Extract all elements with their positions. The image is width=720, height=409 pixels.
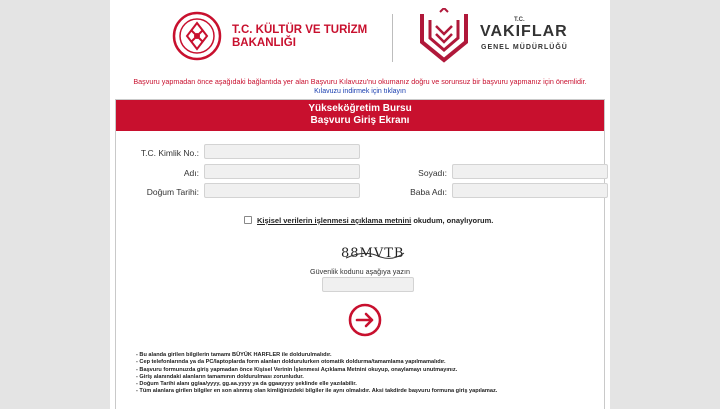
surname-input[interactable] xyxy=(452,164,608,179)
name-input[interactable] xyxy=(204,164,360,179)
application-form xyxy=(115,99,605,409)
consent-checkbox[interactable] xyxy=(244,216,252,224)
ministry-name: T.C. KÜLTÜR VE TURİZM BAKANLIĞI xyxy=(232,24,368,49)
form-subtitle: Başvuru Giriş Ekranı xyxy=(310,115,410,126)
captcha-input[interactable] xyxy=(322,277,414,292)
note-item: - Bu alanda girilen bilgilerin tamamı BÜYÜK HARFLER ile doldurulmalıdır. xyxy=(136,352,332,358)
birth-date-label: Doğum Tarihi: xyxy=(146,187,199,197)
guide-notice: Başvuru yapmadan önce aşağıdaki bağlantıda yer alan Başvuru Kılavuzu'nu okumanız doğru ve sorunsuz bir başvuru yapmanız için önemlidir. xyxy=(133,77,587,86)
note-item: - Cep telefonlarında ya da PC/laptoplarda form alanları doldurulurken otomatik doldurma/tamamlama yapılmamalıdır. xyxy=(136,359,446,366)
submit-button[interactable] xyxy=(348,303,382,337)
tc-input[interactable] xyxy=(204,144,360,159)
consent-rest: okudum, onaylıyorum. xyxy=(411,216,494,225)
consent-text xyxy=(257,216,493,225)
logo-divider xyxy=(392,14,393,62)
captcha-image: 88MVTB xyxy=(341,246,405,261)
note-item: - Giriş alanındaki alanların tamamının doldurulması zorunludur. xyxy=(136,373,304,380)
note-item: - Başvuru formunuzda giriş yapmadan önce Kişisel Verinin İşlenmesi Açıklama Metnini okuyup, onaylamayı unutmayınız. xyxy=(136,366,458,373)
vakiflar-name: VAKIFLAR xyxy=(480,23,568,40)
guide-download-link[interactable]: Kılavuzu indirmek için tıklayın xyxy=(314,88,406,95)
vakiflar-prefix: T.C. xyxy=(514,17,525,23)
vakiflar-subtitle: GENEL MÜDÜRLÜĞÜ xyxy=(481,44,568,51)
note-item: - Doğum Tarihi alanı gg/aa/yyyy, gg.aa.yyyy ya da ggaayyyy şeklinde elle yazılabilir. xyxy=(136,381,357,388)
vakiflar-emblem-icon xyxy=(414,8,474,64)
ministry-logo xyxy=(170,10,370,62)
note-item: - Tüm alanlara girilen bilgiler en son alınmış olan kimliğinizdeki bilgiler ile aynı olmalıdır. Aksi takdirde başvuru formuna giriş yapılamaz. xyxy=(136,388,498,395)
captcha-label: Güvenlik kodunu aşağıya yazın xyxy=(310,267,410,276)
arrow-right-circle-icon xyxy=(348,303,382,337)
father-name-label: Baba Adı: xyxy=(410,187,447,197)
form-title: Yükseköğretim Bursu xyxy=(308,103,412,114)
tc-label: T.C. Kimlik No.: xyxy=(140,148,199,158)
header-logos xyxy=(110,0,610,72)
form-notes xyxy=(136,352,596,396)
consent-link[interactable]: Kişisel verilerin işlenmesi açıklama metnini xyxy=(257,216,412,225)
ministry-emblem-icon xyxy=(170,10,226,62)
vakiflar-logo xyxy=(414,8,584,64)
father-name-input[interactable] xyxy=(452,183,608,198)
birth-date-input[interactable] xyxy=(204,183,360,198)
captcha-noise xyxy=(344,248,406,264)
page xyxy=(110,0,610,409)
name-label: Adı: xyxy=(183,168,199,178)
surname-label: Soyadı: xyxy=(418,168,447,178)
form-header xyxy=(116,100,604,131)
